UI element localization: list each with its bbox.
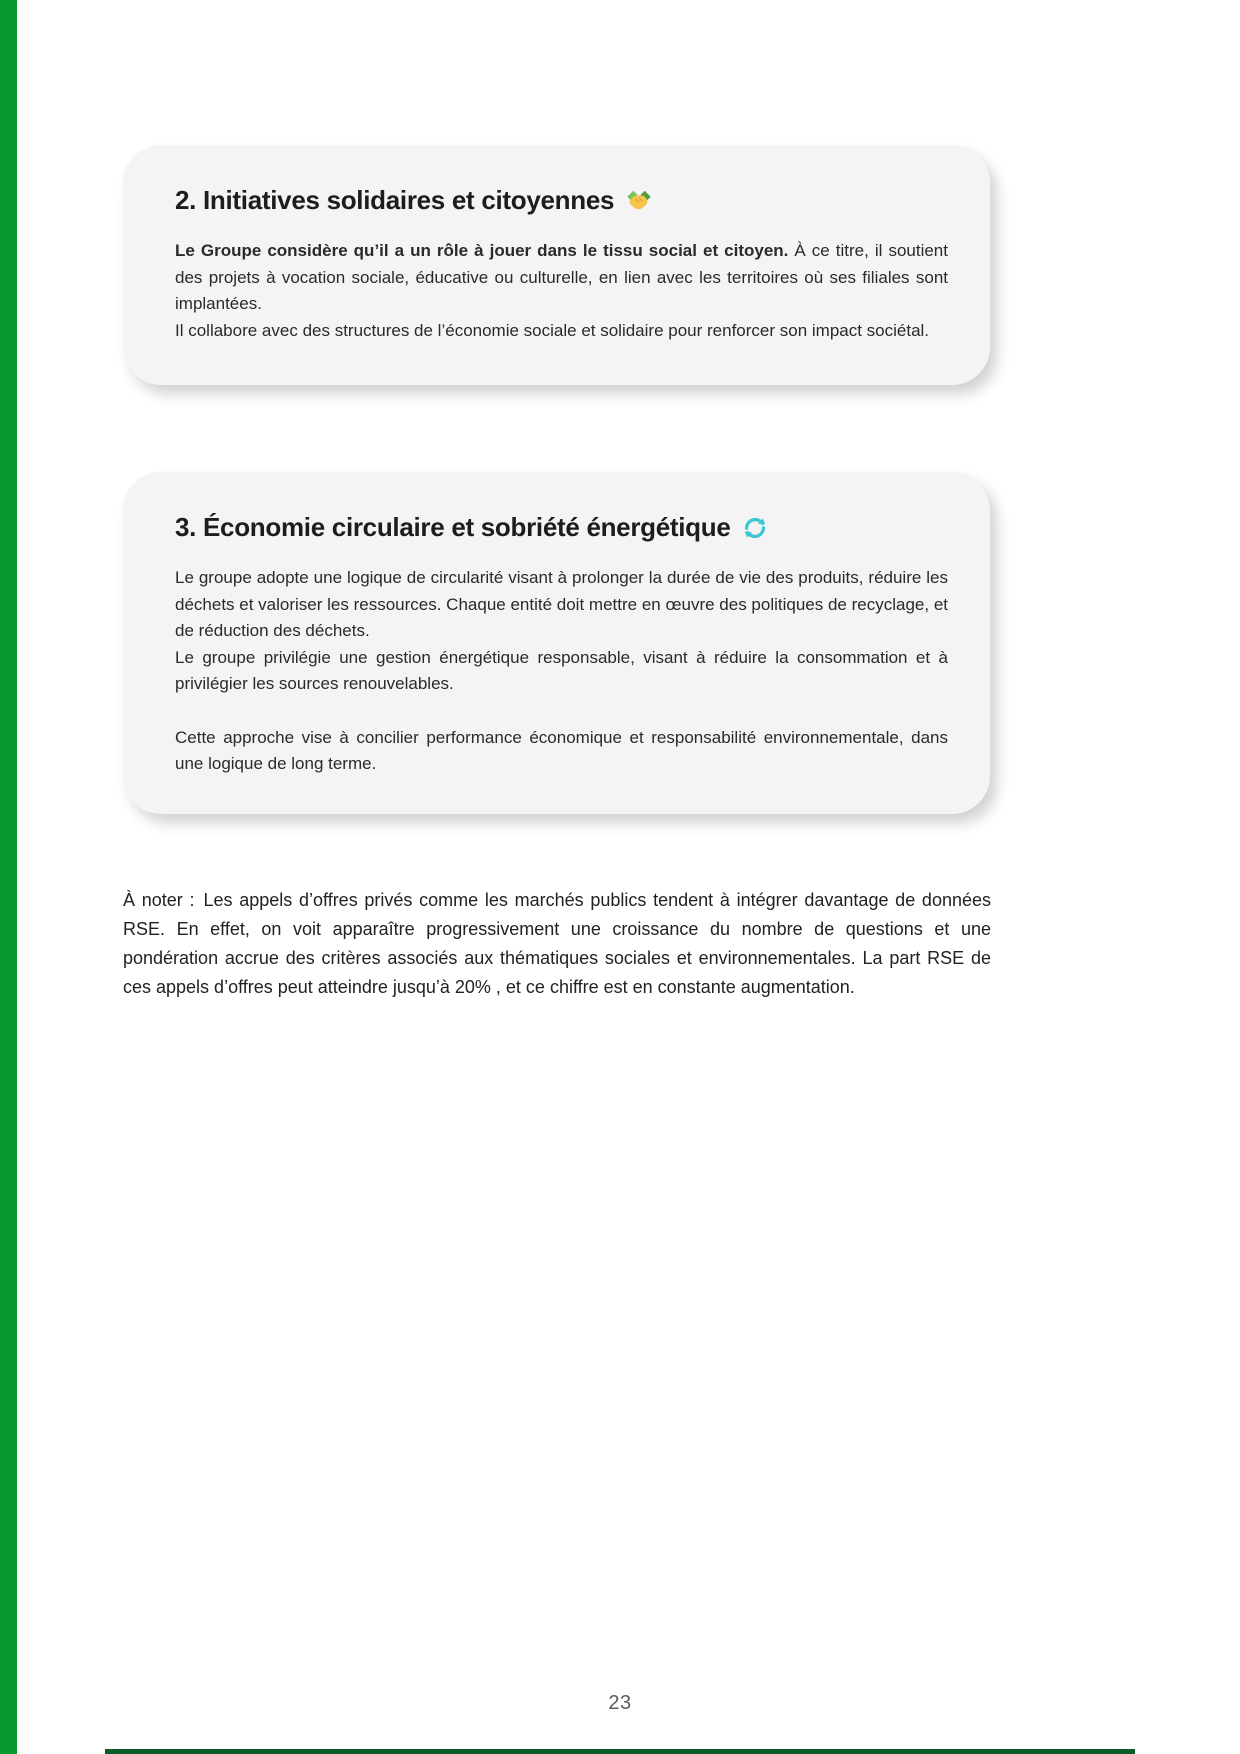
card-heading [175, 185, 948, 216]
bottom-accent-bar [105, 1749, 1135, 1754]
card-body [175, 565, 948, 778]
card-body [175, 238, 948, 344]
paragraph: Il collabore avec des structures de l’économie sociale et solidaire pour renforcer son impact sociétal. [175, 320, 930, 340]
card-heading-text: 2. Initiatives solidaires et citoyennes [175, 185, 615, 215]
paragraph: Le groupe privilégie une gestion énergétique responsable, visant à réduire la consommation et à privilégier les sources renouvelables. [175, 647, 948, 694]
page-number: 23 [608, 1692, 632, 1714]
note-text: Les appels d’offres privés comme les marchés publics tendent à intégrer davantage de données RSE. En effet, on voit apparaître progressivement une croissance du nombre de questions et une pondération accrue des critères associés aux thématiques sociales et environnementales. La part RSE de ces appels d’offres peut atteindre jusqu’à 20% , et ce chiffre est en constante augmentation. [123, 890, 991, 998]
card-heading-text: 3. Économie circulaire et sobriété énergétique [175, 512, 731, 542]
note-paragraph [123, 886, 991, 1003]
card-heading [175, 512, 948, 543]
paragraph [175, 238, 948, 318]
lead-bold-text: Le Groupe considère qu’il a un rôle à jouer dans le tissu social et citoyen. [175, 241, 789, 260]
left-accent-bar [0, 0, 17, 1754]
lead-rest-text: À ce titre, il soutient des projets à vocation sociale, éducative ou culturelle, en lien avec les territoires où ses filiales sont implantées. [175, 241, 948, 314]
note-label: À noter : [123, 890, 195, 910]
paragraph: Le groupe adopte une logique de circularité visant à prolonger la durée de vie des produits, réduire les déchets et valoriser les ressources. Chaque entité doit mettre en œuvre des politiques de recyclage, et de réduction des déchets. [175, 568, 948, 641]
handshake-icon [625, 189, 653, 212]
card-initiatives-solidaires [123, 145, 990, 385]
recycle-icon [742, 515, 768, 541]
paragraph: Cette approche vise à concilier performance économique et responsabilité environnementale, dans une logique de long terme. [175, 727, 948, 774]
card-economie-circulaire [123, 472, 990, 814]
